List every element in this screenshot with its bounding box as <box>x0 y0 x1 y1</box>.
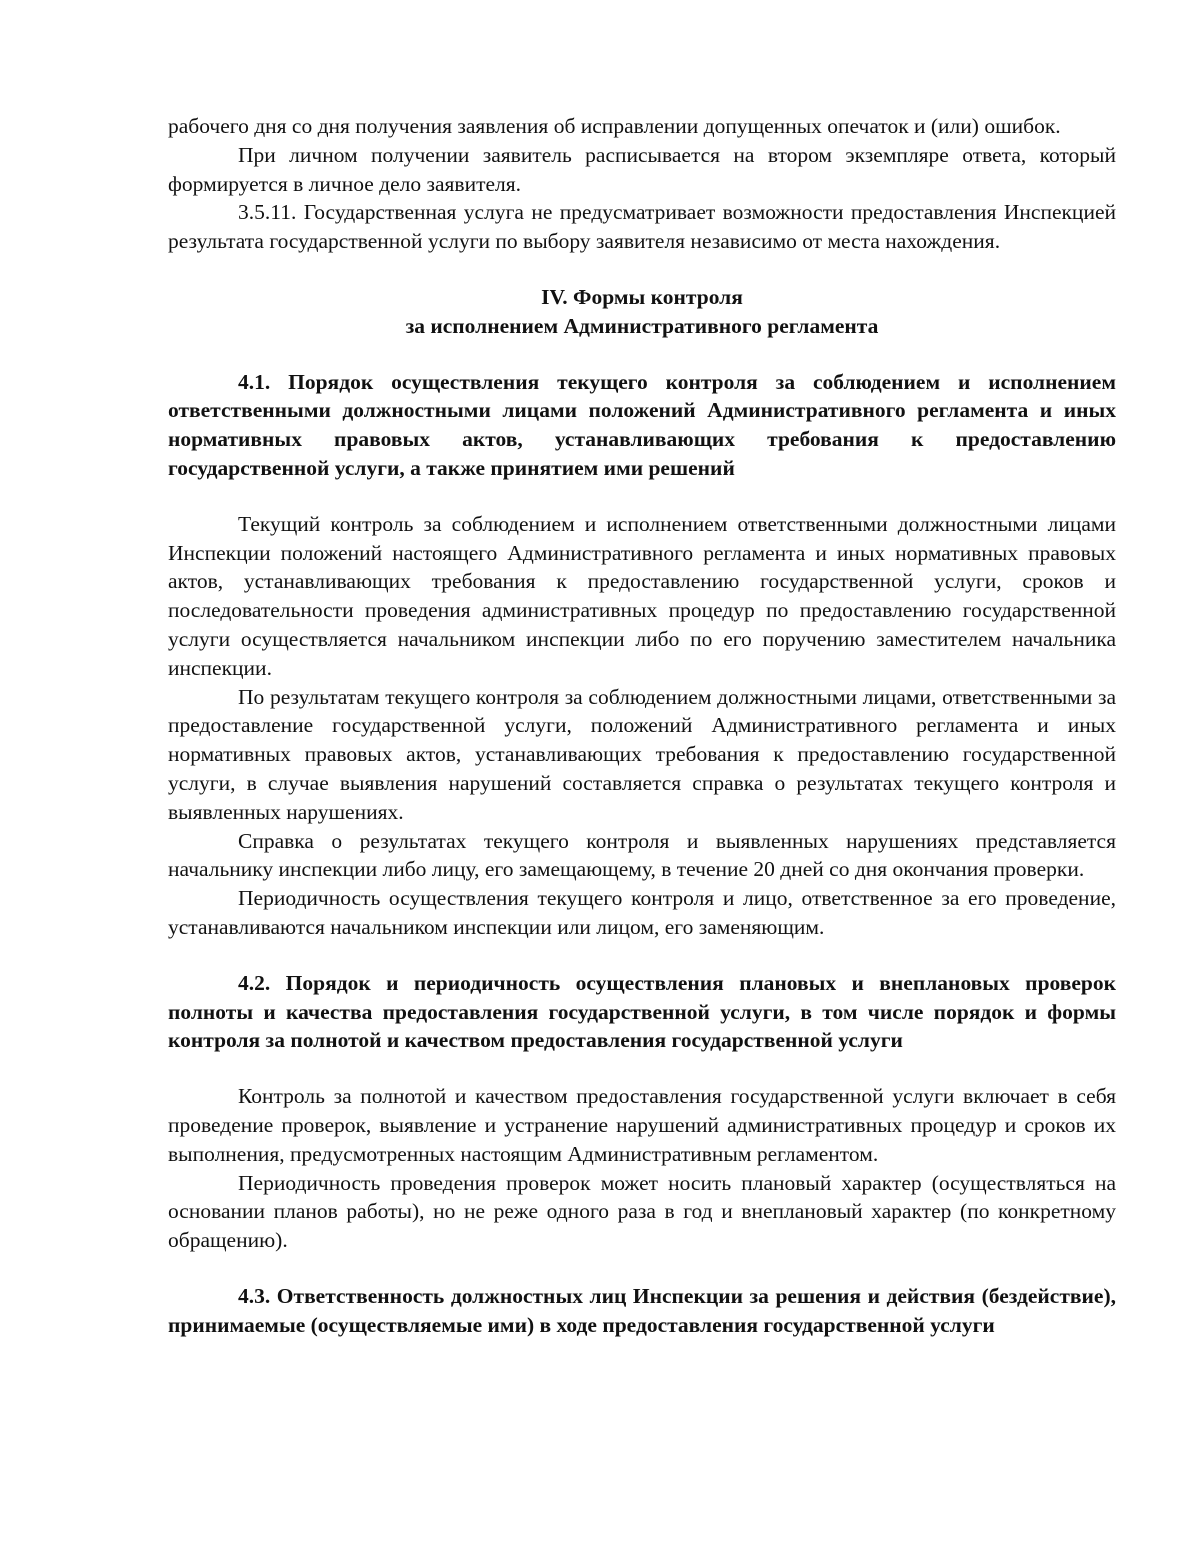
paragraph-personal-receipt: При личном получении заявитель расписывается на втором экземпляре ответа, который формируется в личное дело заявителя. <box>168 142 1116 196</box>
paragraph-4-1-periodicity: Периодичность осуществления текущего контроля и лицо, ответственное за его проведение, устанавливаются начальником инспекции или лицом, его заменяющим. <box>168 886 1116 939</box>
paragraph-4-1-report: Справка о результатах текущего контроля и выявленных нарушениях представляется начальнику инспекции либо лицу, его замещающему, в течение 20 дней со дня окончания проверки. <box>168 828 1116 882</box>
paragraph-continuation: рабочего дня со дня получения заявления об исправлении допущенных опечаток и (или) ошибок. <box>168 114 1061 138</box>
paragraph-4-1-current-control: Текущий контроль за соблюдением и исполнением ответственными должностными лицами Инспекции положений настоящего Административного регламента и иных нормативных правовых актов, устанавливающих требования к предоставлению государственной услуги, сроков и последовательности проведения административных процедур по предоставлению государственной услуги осуществляется начальником инспекции либо по его поручению заместителем начальника инспекции. <box>168 511 1116 680</box>
heading-4-1: 4.1. Порядок осуществления текущего контроля за соблюдением и исполнением ответственными должностными лицами положений Административного регламента и иных нормативных правовых актов, устанавливающих требования к предоставлению государственной услуги, а также принятием ими решений <box>168 369 1116 480</box>
paragraph-4-1-results: По результатам текущего контроля за соблюдением должностными лицами, ответственными за предоставление государственной услуги, положений Административного регламента и иных нормативных правовых актов, устанавливающих требования к предоставлению государственной услуги, в случае выявления нарушений составляется справка о результатах текущего контроля и выявленных нарушениях. <box>168 684 1116 824</box>
section-4-title-line1: IV. Формы контроля <box>541 284 743 309</box>
heading-4-2: 4.2. Порядок и периодичность осуществления плановых и внеплановых проверок полноты и качества предоставления государственной услуги, в том числе порядок и формы контроля за полнотой и качеством предоставления государственной услуги <box>168 970 1116 1053</box>
heading-4-3: 4.3. Ответственность должностных лиц Инспекции за решения и действия (бездействие), принимаемые (осуществляемые ими) в ходе предоставления государственной услуги <box>168 1283 1116 1337</box>
paragraph-4-2-control: Контроль за полнотой и качеством предоставления государственной услуги включает в себя проведение проверок, выявление и устранение нарушений административных процедур и сроков их выполнения, предусмотренных настоящим Административным регламентом. <box>168 1084 1116 1166</box>
document-page <box>168 112 1116 1339</box>
paragraph-3-5-11: 3.5.11. Государственная услуга не предусматривает возможности предоставления Инспекцией результата государственной услуги по выбору заявителя независимо от места нахождения. <box>168 200 1116 254</box>
section-4-title-line2: за исполнением Административного регламента <box>405 313 879 338</box>
paragraph-4-2-periodicity: Периодичность проведения проверок может носить плановый характер (осуществляться на основании планов работы), но не реже одного раза в год и внеплановый характер (по конкретному обращению). <box>168 1170 1116 1253</box>
